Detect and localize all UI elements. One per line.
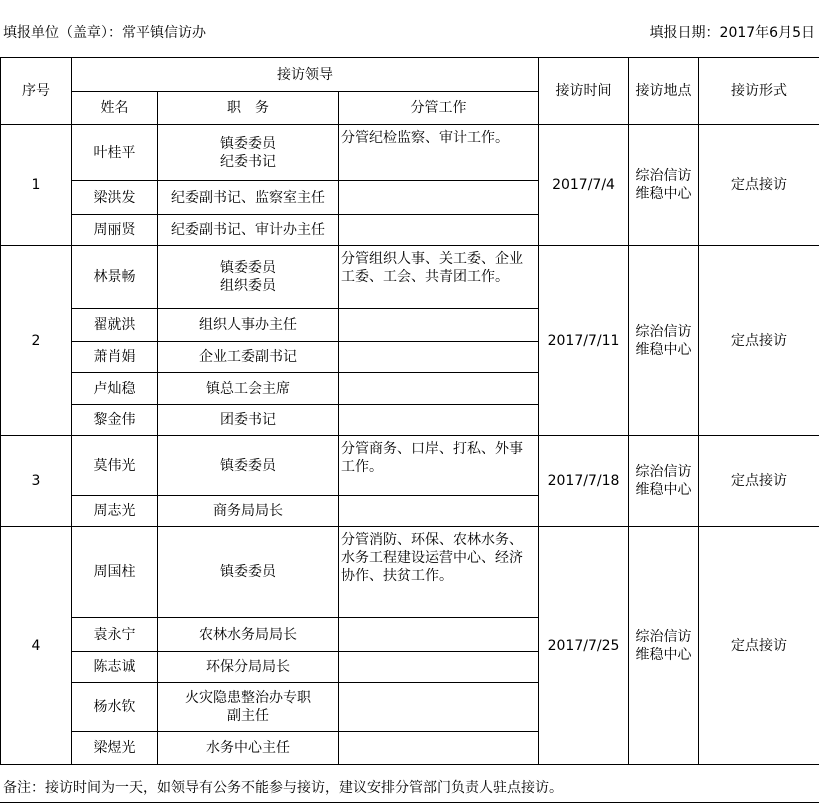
reception-place-line2: 维稳中心 [635, 646, 692, 663]
reception-place [629, 436, 699, 527]
leader-mgmt [339, 181, 539, 215]
leader-name: 卢灿稳 [72, 373, 158, 405]
reception-place [629, 246, 699, 436]
leader-duty-line1: 水务中心主任 [206, 740, 290, 756]
leader-name: 周志光 [72, 496, 158, 527]
leader-mgmt [339, 683, 539, 732]
col-header-duty: 职 务 [158, 92, 339, 125]
leader-name: 叶桂平 [72, 125, 158, 181]
table-row [1, 125, 819, 181]
leader-mgmt [339, 215, 539, 246]
reception-place-line2: 维稳中心 [635, 186, 692, 202]
leader-mgmt [339, 496, 539, 527]
report-header [0, 0, 819, 58]
leader-duty-line1: 环保分局局长 [206, 659, 290, 675]
leader-duty [158, 496, 339, 527]
reception-form: 定点接访 [699, 527, 819, 765]
leader-duty [158, 309, 339, 342]
leader-duty [158, 405, 339, 436]
leader-mgmt [339, 732, 539, 765]
leader-mgmt: 分管纪检监察、审计工作。 [339, 125, 539, 181]
leader-name: 周丽贤 [72, 215, 158, 246]
leader-duty [158, 436, 339, 496]
leader-mgmt [339, 618, 539, 652]
leader-duty-line2: 组织委员 [220, 278, 276, 294]
leader-mgmt: 分管商务、口岸、打私、外事工作。 [339, 436, 539, 496]
col-header-seq: 序号 [1, 58, 72, 125]
leader-duty [158, 652, 339, 683]
reception-place [629, 527, 699, 765]
leader-name: 翟就洪 [72, 309, 158, 342]
leader-duty-line1: 商务局局长 [213, 503, 283, 519]
col-header-mgmt: 分管工作 [339, 92, 539, 125]
leader-duty-line1: 镇总工会主席 [206, 380, 290, 397]
col-header-form: 接访形式 [699, 58, 819, 125]
leader-name: 梁煜光 [72, 732, 158, 765]
reception-place-line2: 维稳中心 [635, 341, 692, 358]
reception-place [629, 125, 699, 246]
leader-name: 周国柱 [72, 527, 158, 618]
leader-duty [158, 181, 339, 215]
leader-duty-line1: 纪委副书记、审计办主任 [171, 222, 325, 238]
leader-duty-line2: 纪委书记 [220, 153, 276, 170]
leader-name: 莫伟光 [72, 436, 158, 496]
leader-duty [158, 342, 339, 373]
leader-mgmt [339, 405, 539, 436]
leader-duty [158, 125, 339, 181]
reporting-date: 填报日期：2017年6月5日 [649, 25, 815, 41]
leader-duty [158, 618, 339, 652]
reception-time: 2017/7/18 [539, 436, 629, 527]
leader-duty-line1: 火灾隐患整治办专职 [185, 690, 311, 706]
reception-form: 定点接访 [699, 436, 819, 527]
leader-duty-line1: 企业工委副书记 [199, 349, 297, 365]
group-seq: 4 [1, 527, 72, 765]
leader-duty [158, 373, 339, 405]
leader-duty [158, 683, 339, 732]
leader-mgmt [339, 373, 539, 405]
reception-form: 定点接访 [699, 246, 819, 436]
reception-form: 定点接访 [699, 125, 819, 246]
leader-duty [158, 527, 339, 618]
table-body [1, 125, 819, 765]
table-row [1, 436, 819, 496]
leader-duty-line2: 副主任 [227, 708, 269, 724]
col-header-place: 接访地点 [629, 58, 699, 125]
leader-duty-line1: 农林水务局局长 [199, 626, 297, 643]
reception-time: 2017/7/4 [539, 125, 629, 246]
leader-duty [158, 246, 339, 309]
group-seq: 1 [1, 125, 72, 246]
reception-time: 2017/7/11 [539, 246, 629, 436]
leader-name: 袁永宁 [72, 618, 158, 652]
reception-place-line1: 综治信访 [635, 628, 692, 645]
table-row [1, 527, 819, 618]
col-header-time: 接访时间 [539, 58, 629, 125]
leader-mgmt [339, 309, 539, 342]
leader-duty-line1: 镇委委员 [220, 564, 276, 580]
leader-mgmt [339, 342, 539, 373]
reception-place-line1: 综治信访 [635, 323, 692, 340]
leader-duty-line1: 纪委副书记、监察室主任 [171, 189, 325, 206]
leader-duty [158, 215, 339, 246]
leader-duty-line1: 镇委委员 [220, 260, 276, 276]
leader-duty-line1: 镇委委员 [220, 457, 276, 474]
reception-time: 2017/7/25 [539, 527, 629, 765]
leader-name: 黎金伟 [72, 405, 158, 436]
reporting-unit: 填报单位（盖章）：常平镇信访办 [3, 25, 206, 41]
leader-mgmt: 分管消防、环保、农林水务、水务工程建设运营中心、经济协作、扶贫工作。 [339, 527, 539, 618]
leader-duty-line1: 组织人事办主任 [199, 317, 297, 333]
leader-name: 梁洪发 [72, 181, 158, 215]
leader-name: 萧肖娟 [72, 342, 158, 373]
table-row [1, 246, 819, 309]
group-seq: 3 [1, 436, 72, 527]
leader-duty-line1: 镇委委员 [220, 135, 276, 152]
leader-duty [158, 732, 339, 765]
col-header-name: 姓名 [72, 92, 158, 125]
reception-place-line1: 综治信访 [635, 464, 692, 480]
group-seq: 2 [1, 246, 72, 436]
leader-name: 陈志诚 [72, 652, 158, 683]
reception-schedule-table [0, 57, 819, 765]
leader-mgmt: 分管组织人事、关工委、企业工委、工会、共青团工作。 [339, 246, 539, 309]
col-header-leader-group: 接访领导 [72, 58, 539, 92]
reception-place-line2: 维稳中心 [635, 482, 692, 498]
leader-mgmt [339, 652, 539, 683]
leader-duty-line1: 团委书记 [220, 412, 276, 428]
reception-place-line1: 综治信访 [635, 168, 692, 184]
leader-name: 林景畅 [72, 246, 158, 309]
leader-name: 杨水钦 [72, 683, 158, 732]
footer-note: 备注：接访时间为一天，如领导有公务不能参与接访，建议安排分管部门负责人驻点接访。 [3, 780, 563, 796]
